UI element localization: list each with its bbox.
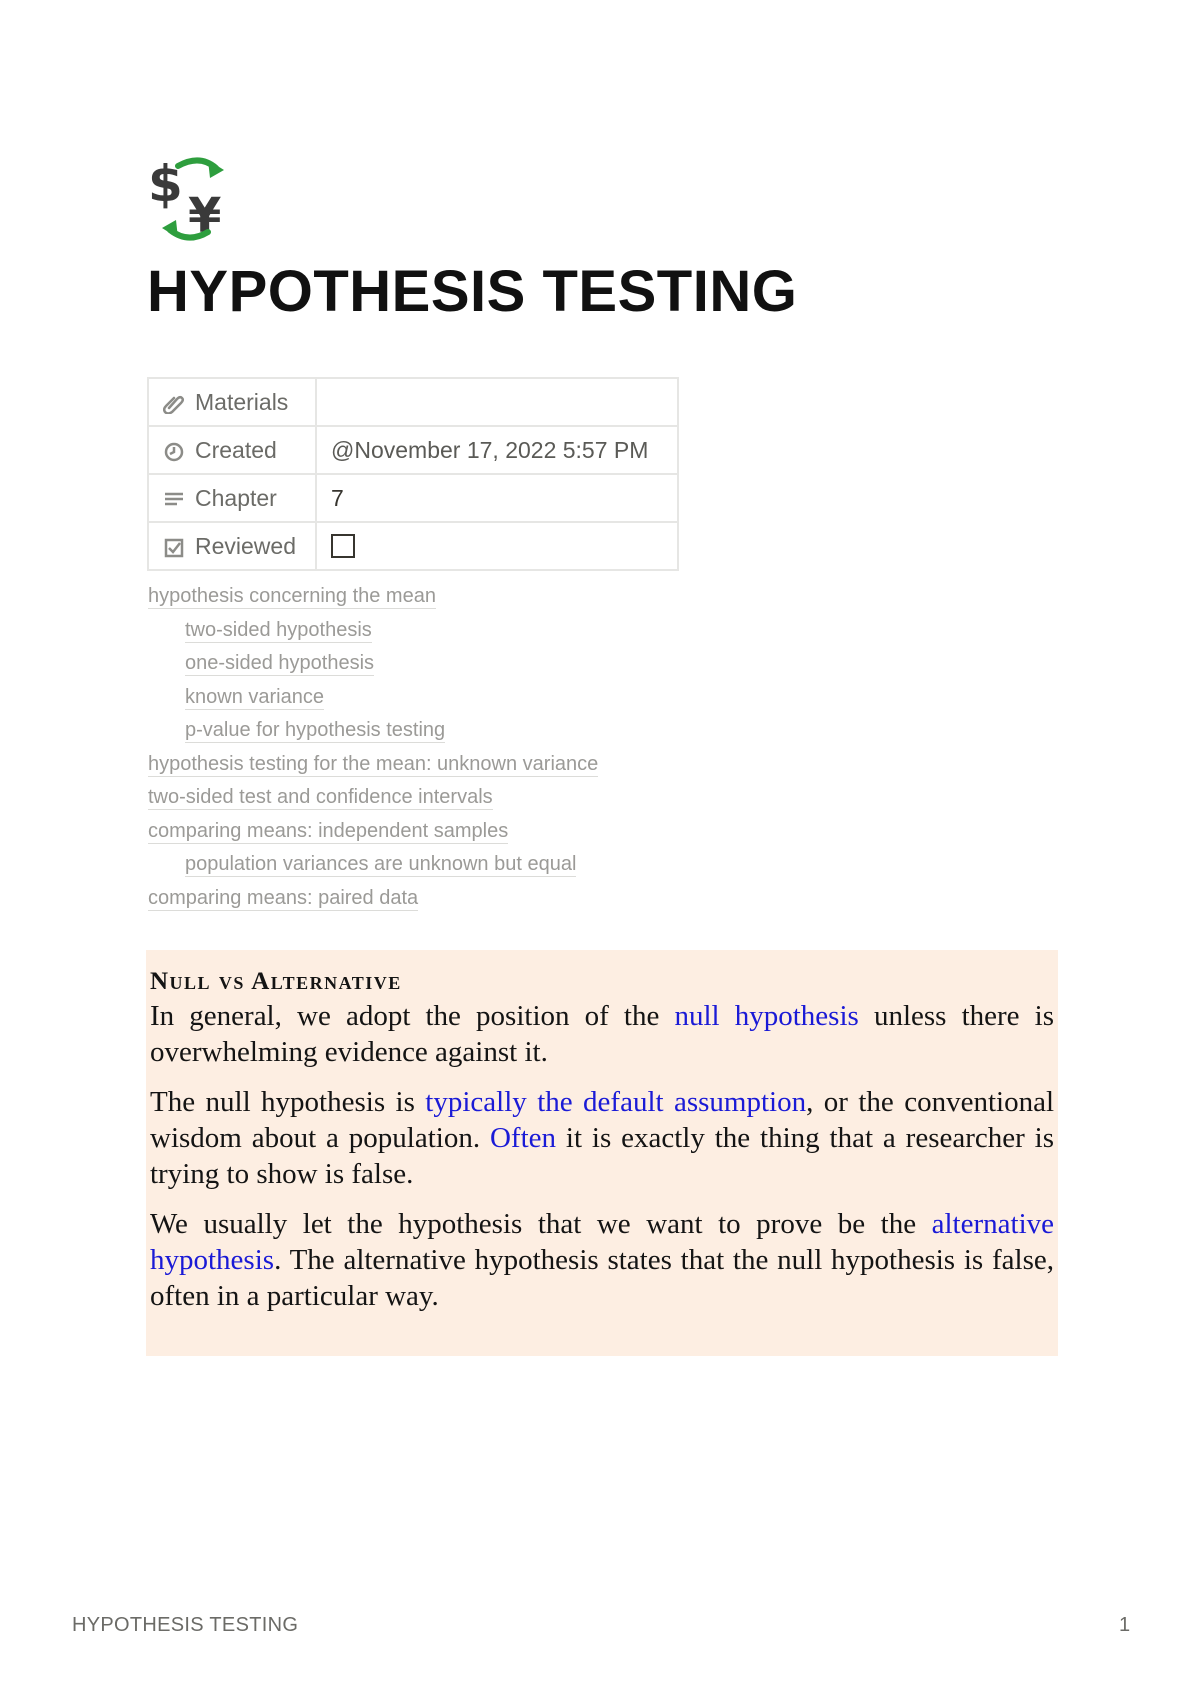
text-lines-icon	[163, 488, 185, 510]
checkbox-icon	[163, 536, 185, 558]
toc-link[interactable]: hypothesis testing for the mean: unknown variance	[148, 752, 599, 775]
toc-link[interactable]: hypothesis concerning the mean	[148, 585, 436, 607]
toc-link[interactable]: two-sided test and confidence intervals	[148, 786, 493, 808]
toc-link[interactable]: one-sided hypothesis	[185, 652, 375, 674]
property-row-reviewed[interactable]	[148, 522, 678, 570]
property-name: Materials	[195, 388, 289, 415]
property-row-materials[interactable]	[148, 378, 678, 426]
toc-link[interactable]: comparing means: independent samples	[148, 819, 509, 842]
property-value-materials[interactable]	[316, 378, 678, 426]
toc-link[interactable]: known variance	[185, 685, 324, 708]
property-row-chapter[interactable]	[148, 474, 678, 522]
toc-link[interactable]: comparing means: paired data	[148, 886, 419, 909]
property-row-created[interactable]	[148, 426, 678, 474]
callout-paragraph: The null hypothesis is typically the default assumption, or the conventional wisdom about a population. Often it is exactly the thing that a researcher is trying to show is false.	[150, 1086, 1055, 1190]
callout-paragraph: We usually let the hypothesis that we want to prove be the alternative hypothesis. The alternative hypothesis states that the null hypothesis is false, often in a particular way.	[150, 1208, 1054, 1312]
callout-box	[146, 950, 1058, 1356]
highlighted-term: null hypothesis	[674, 1000, 859, 1032]
page-number: 1	[1119, 1614, 1131, 1636]
table-of-contents	[148, 580, 598, 915]
page-title: HYPOTHESIS TESTING	[147, 259, 798, 324]
highlighted-term: alternative hypothesis	[150, 1208, 1054, 1276]
toc-link[interactable]: p-value for hypothesis testing	[185, 719, 446, 741]
reviewed-checkbox[interactable]	[331, 534, 355, 558]
property-name: Created	[195, 436, 277, 463]
property-name: Chapter	[195, 484, 277, 511]
highlighted-term: typically the default assumption	[425, 1086, 807, 1118]
property-value-created[interactable]: @November 17, 2022 5:57 PM	[316, 426, 678, 474]
toc-link[interactable]: two-sided hypothesis	[185, 618, 372, 641]
properties-table	[147, 377, 679, 571]
property-value-chapter[interactable]: 7	[316, 474, 678, 522]
callout-paragraph: In general, we adopt the position of the null hypothesis unless there is overwhelming evidence against it.	[150, 1000, 1055, 1068]
property-name: Reviewed	[195, 532, 296, 559]
paperclip-icon	[163, 392, 185, 414]
callout-title: Null vs Alternative	[150, 968, 402, 995]
svg-text:$: $	[148, 155, 183, 213]
svg-text:¥: ¥	[188, 188, 222, 244]
footer-title: HYPOTHESIS TESTING	[72, 1614, 299, 1636]
toc-link[interactable]: population variances are unknown but equal	[185, 853, 577, 875]
highlighted-term: Often	[489, 1122, 557, 1154]
clock-icon	[163, 440, 185, 462]
currency-exchange-icon	[148, 154, 238, 244]
